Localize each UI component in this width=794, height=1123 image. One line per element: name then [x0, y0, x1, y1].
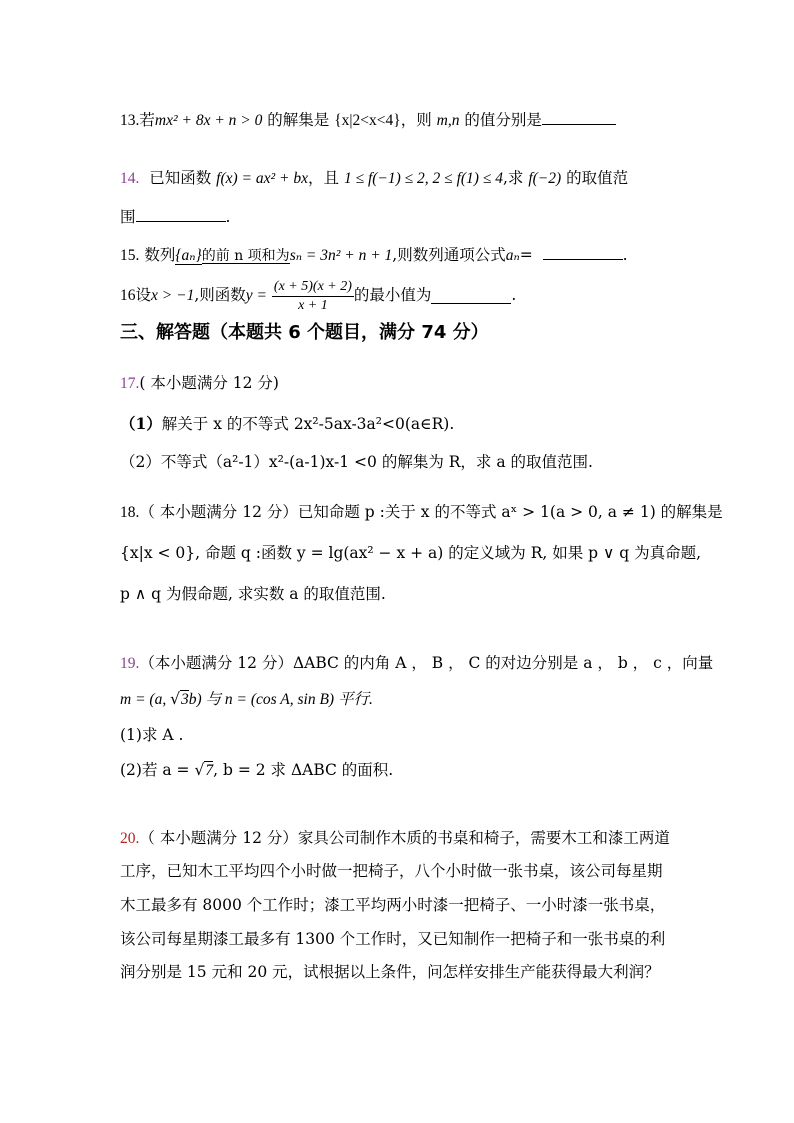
question-18-line2: {x|x < 0}, 命题 q :函数 y = lg(ax² − x + a) 的定义域为 R, 如果 p ∨ q 为真命题,	[120, 544, 702, 562]
question-20-line5: 润分别是 15 元和 20 元，试根据以上条件，问怎样安排生产能获得最大利润？	[120, 963, 660, 981]
q16-fraction	[272, 280, 354, 313]
question-number: 13.	[120, 112, 140, 129]
q15-text-mid: 的前 n 项和为	[201, 248, 290, 264]
q16-denominator: x + 1	[298, 297, 328, 313]
question-20-line4: 该公司每星期漆工最多有 1300 个工作时，又已知制作一把椅子和一张书桌的利	[120, 930, 666, 948]
q19-vector-m: m = (a,	[120, 691, 171, 708]
question-18-line3: p ∧ q 为假命题, 求实数 a 的取值范围.	[120, 585, 386, 603]
question-17	[120, 376, 694, 392]
answer-blank[interactable]	[136, 207, 226, 222]
q19-sqrt-7: 7	[205, 762, 214, 779]
question-17-part2: （2）不等式（a²-1）x²-(a-1)x-1 <0 的解集为 R，求 a 的取值范围.	[120, 453, 593, 471]
section-heading: 三、解答题（本题共 6 个题目，满分 74 分）	[120, 322, 489, 343]
q14-text-pre: 已知函数	[149, 169, 217, 187]
q13-text-mid: 的解集是	[262, 111, 335, 129]
q16-end: .	[511, 286, 517, 305]
q13-text-post: ，则	[400, 111, 437, 129]
q14-function: f(x) = ax² + bx	[216, 170, 309, 187]
q16-text-post: 的最小值为	[353, 286, 432, 305]
q20-line1-text: （ 本小题满分 12 分）家具公司制作木质的书桌和椅子，需要木工和漆工两道	[139, 829, 670, 847]
q19-sqrt-3: 3	[180, 691, 189, 708]
answer-blank[interactable]	[431, 289, 511, 304]
question-20-line2: 工序，已知木工平均四个小时做一把椅子，八个小时做一张书桌，该公司每星期	[120, 862, 663, 880]
q14-text-end: 的取值范	[561, 169, 629, 187]
q16-text-mid: ,则函数	[194, 286, 246, 305]
question-16	[120, 276, 694, 316]
question-17-part1	[120, 416, 694, 433]
question-19-line3: (1)求 A .	[120, 726, 184, 744]
question-15	[120, 245, 694, 265]
question-13	[120, 110, 694, 129]
q16-numerator: (x + 5)(x + 2)	[272, 280, 354, 297]
question-number: 19.	[120, 655, 140, 672]
q16-condition: x > −1	[151, 287, 195, 305]
question-20-line1	[120, 831, 694, 847]
q15-term: aₙ	[505, 247, 520, 264]
question-19-line4: (2)若 a = √7, b = 2 求 ΔABC 的面积.	[120, 761, 394, 779]
question-20-line3: 木工最多有 8000 个工作时；漆工平均两小时漆一把椅子、一小时漆一张书桌，	[120, 896, 666, 914]
q14-line2-end: .	[225, 208, 231, 226]
answer-blank[interactable]	[543, 245, 623, 260]
q13-solution-set: {x|2<x<4}	[334, 112, 401, 129]
q14-text-post: ,求	[502, 169, 529, 187]
question-14	[120, 171, 694, 187]
q15-end: .	[622, 246, 628, 264]
q14-target: f(−2)	[528, 170, 562, 187]
q17-header: ( 本小题满分 12 分)	[139, 374, 279, 392]
q15-text-pre: 数列	[144, 246, 176, 264]
question-number: 15.	[120, 247, 140, 264]
q16-text-pre: 设	[135, 286, 152, 305]
q13-text-pre: 若	[139, 111, 155, 129]
answer-blank[interactable]	[542, 110, 616, 125]
q13-vars: m,n	[436, 112, 460, 129]
q13-text-end: 的值分别是	[459, 111, 542, 129]
question-19-line2: m = (a, √3b) 与 n = (cos A, sin B) 平行.	[120, 690, 373, 708]
question-19-line1	[120, 654, 714, 672]
question-number: 20.	[120, 830, 140, 847]
q14-line2-text: 围	[120, 208, 136, 226]
question-number: 16	[120, 287, 136, 305]
q18-line1-text: （ 本小题满分 12 分）已知命题 p :关于 x 的不等式 aˣ > 1(a > 0, a ≠ 1) 的解集是	[139, 503, 723, 521]
q15-eq: =	[519, 246, 538, 264]
question-18-line1	[120, 503, 723, 521]
question-14-line2	[120, 207, 694, 226]
q14-condition: 1 ≤ f(−1) ≤ 2, 2 ≤ f(1) ≤ 4	[343, 170, 503, 187]
q17-part1-text: 解关于 x 的不等式 2x²-5ax-3a²<0(a∈R).	[161, 415, 455, 433]
question-number: 14.	[120, 170, 140, 187]
q17-part1-label: （1）	[120, 414, 162, 433]
q15-sum: sₙ = 3n² + n + 1	[289, 247, 393, 264]
q14-text-mid: ，且	[308, 169, 344, 187]
q19-part2-pre: (2)若 a =	[120, 761, 195, 779]
question-number: 18.	[120, 504, 140, 521]
q15-sequence: {aₙ}	[175, 247, 202, 264]
q16-y: y =	[245, 287, 267, 305]
q19-line1-text: （本小题满分 12 分）ΔABC 的内角 A ， B ， C 的对边分别是 a ， b ， c ，向量	[139, 654, 714, 672]
q15-text-post: ,则数列通项公式	[392, 246, 506, 264]
q19-vector-m-end: b) 与	[188, 691, 225, 708]
question-number: 17.	[120, 375, 140, 392]
q19-part2-post: , b = 2 求 ΔABC 的面积.	[213, 761, 394, 779]
q13-inequality: mx² + 8x + n > 0	[154, 112, 263, 129]
q19-vector-n: n = (cos A, sin B) 平行.	[224, 691, 373, 708]
